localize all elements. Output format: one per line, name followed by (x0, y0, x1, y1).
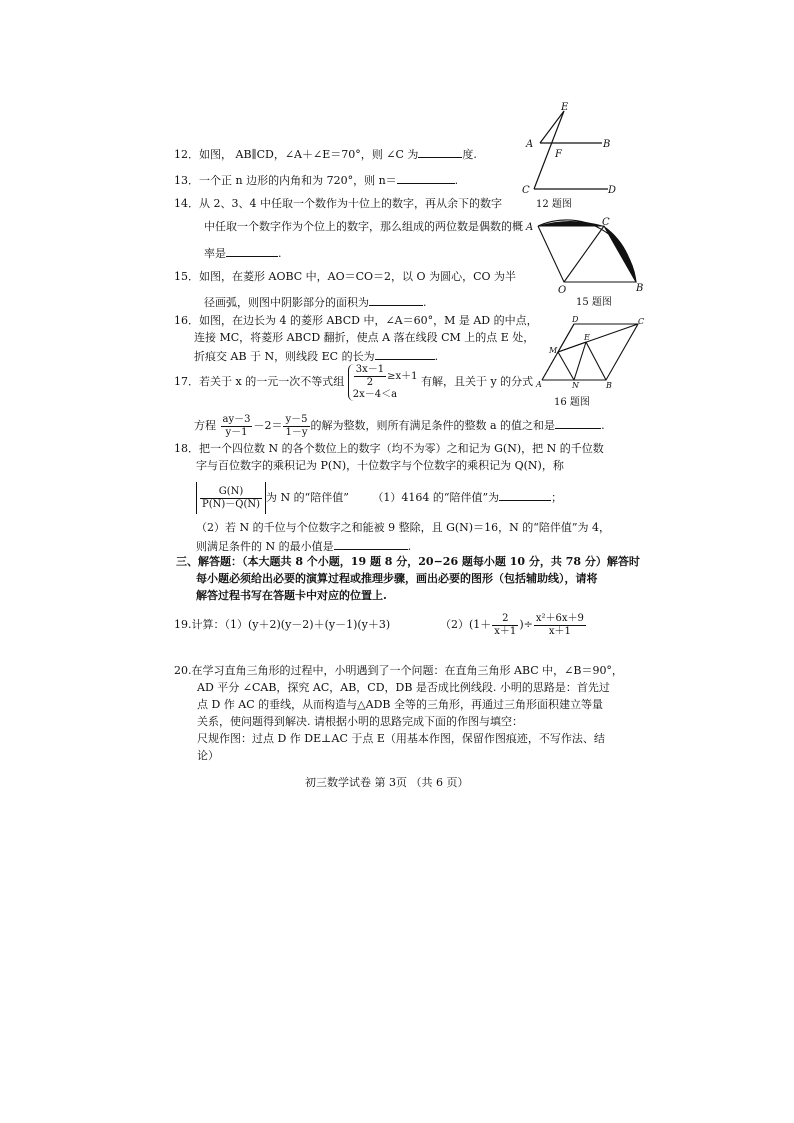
section-3-line3: 解答过程书写在答题卡中对应的位置上. (196, 589, 387, 602)
line-EN (574, 342, 586, 380)
question-16-line2: 连接 MC，将菱形 ABCD 翻折，使点 A 落在线段 CM 上的点 E 处， (194, 331, 535, 344)
question-20-line6: 论） (197, 749, 219, 762)
question-18-line5: 则满足条件的 N 的最小值是 . (196, 540, 412, 553)
label-C: C (638, 317, 645, 326)
question-20-line2: AD 平分 ∠CAB，探究 AC，AB，CD，DB 是否成比例线段. 小明的思路是：首先过 (197, 681, 610, 694)
label-A: A (526, 222, 534, 233)
label-O: O (558, 285, 567, 296)
section-3-line2: 每小题必须给出必要的演算过程或推理步骤，画出必要的图形（包括辅助线），请将 (196, 572, 598, 585)
question-18-line4: （2）若 N 的千位与个位数字之和能被 9 整除，且 G(N)＝16，N 的“陪伴值”为 4， (196, 521, 610, 534)
q16-answer-blank[interactable] (375, 348, 435, 360)
question-16: 16．如图，在边长为 4 的菱形 ABCD 中，∠A＝60°，M 是 AD 的中点， (174, 314, 538, 327)
question-18: 18．把一个四位数 N 的各个数位上的数字（均不为零）之和记为 G(N)，把 N 的千位数 (174, 442, 604, 455)
line-ME (558, 342, 586, 352)
figure-12 (518, 100, 628, 210)
companion-value-formula: $\frac{G(N)}{P(N)-Q(N)}$ (196, 482, 266, 514)
q17-answer-blank[interactable] (555, 417, 601, 429)
q18-2-answer-blank[interactable] (334, 538, 408, 550)
label-B: B (603, 139, 611, 150)
figure-15 (524, 216, 646, 308)
question-14-line2: 中任取一个数字作为个位上的数字，那么组成的两位数是偶数的概 (204, 220, 523, 233)
label-A: A (526, 139, 534, 150)
label-C: C (522, 185, 530, 196)
question-18-line3: $\frac{G(N)}{P(N)-Q(N)}$ 为 N 的“陪伴值” （1）4164 的“陪伴值”为 ； (196, 482, 562, 514)
question-13: 13．一个正 n 边形的内角和为 720°，则 n＝ . (174, 174, 459, 187)
question-17-line2: 方程 $\frac{ay-3}{y-1}$ －2＝ $\frac{y-5}{1-y}$ 的解为整数，则所有满足条件的整数 a 的值之和是 . (194, 413, 605, 438)
question-20-line3: 点 D 作 AC 的垂线，从而构造与△ADB 全等的三角形，再通过三角形面积建立等量 (197, 698, 603, 711)
label-D: D (572, 315, 579, 324)
q12-answer-blank[interactable] (418, 146, 462, 158)
question-17: 17．若关于 x 的一元一次不等式组 $\frac{3x-1}{2}$ ≥x＋1 2x－4＜a 有解，且关于 y 的分式 (174, 363, 534, 400)
question-15: 15．如图，在菱形 AOBC 中，AO＝CO＝2，以 O 为圆心，CO 为半 (174, 270, 516, 283)
q15-answer-blank[interactable] (369, 294, 423, 306)
label-M: M (549, 346, 558, 355)
figure-15-caption: 15 题图 (576, 297, 612, 308)
figure-16 (532, 312, 652, 408)
figure-16-caption: 16 题图 (554, 397, 590, 408)
question-15-line2: 径画弧，则图中阴影部分的面积为 . (204, 296, 427, 309)
line-MN (558, 352, 574, 380)
label-B: B (606, 381, 612, 390)
label-D: D (608, 185, 617, 196)
q12-number: 12． (174, 148, 199, 161)
q14-answer-blank[interactable] (226, 245, 278, 257)
label-E: E (584, 333, 590, 342)
figure-12-caption: 12 题图 (536, 199, 572, 210)
q13-answer-blank[interactable] (397, 172, 455, 184)
label-C: C (602, 217, 610, 228)
label-E: E (561, 102, 569, 113)
question-20-line4: 关系，使问题得到解决. 请根据小明的思路完成下面的作图与填空： (197, 715, 523, 728)
label-F: F (555, 149, 562, 160)
question-18-line2: 字与百位数字的乘积记为 P(N)，十位数字与个位数字的乘积记为 Q(N)，称 (196, 459, 564, 472)
line-OC (564, 226, 604, 282)
question-19-part2: （2）(1＋ $\frac{2}{x+1}$ )÷ $\frac{\text{x²＋6x＋9}}{x+1}$ (440, 612, 584, 637)
question-20: 20.在学习直角三角形的过程中，小明遇到了一个问题：在直角三角形 ABC 中，∠B＝90°， (174, 664, 623, 677)
label-A: A (536, 380, 542, 389)
label-B: B (636, 283, 644, 294)
question-14-line3: 率是 . (204, 247, 282, 260)
inequality-system: $\frac{3x-1}{2}$ ≥x＋1 2x－4＜a (348, 364, 418, 401)
line-EA (540, 111, 564, 143)
page-footer: 初三数学试卷 第 3页 （共 6 页） (305, 776, 469, 789)
label-N: N (572, 381, 579, 390)
question-12: 12．如图， AB∥CD，∠A＋∠E＝70°，则 ∠C 为 度. (174, 148, 477, 161)
question-19: 19.计算：（1）(y＋2)(y－2)＋(y－1)(y＋3) (174, 618, 391, 631)
question-16-line3: 折痕交 AB 于 N，则线段 EC 的长为 . (194, 350, 439, 363)
question-14: 14．从 2、3、4 中任取一个数作为十位上的数字，再从余下的数字 (174, 197, 502, 210)
question-20-line5: 尺规作图：过点 D 作 DE⊥AC 于点 E（用基本作图，保留作图痕迹，不写作法、结 (197, 732, 605, 745)
q18-1-answer-blank[interactable] (499, 489, 551, 501)
section-3-heading: 三、解答题：（本大题共 8 个小题，19 题 8 分，20−26 题每小题 10 分，共 78 分）解答时 (176, 555, 640, 568)
line-EB (586, 342, 606, 380)
